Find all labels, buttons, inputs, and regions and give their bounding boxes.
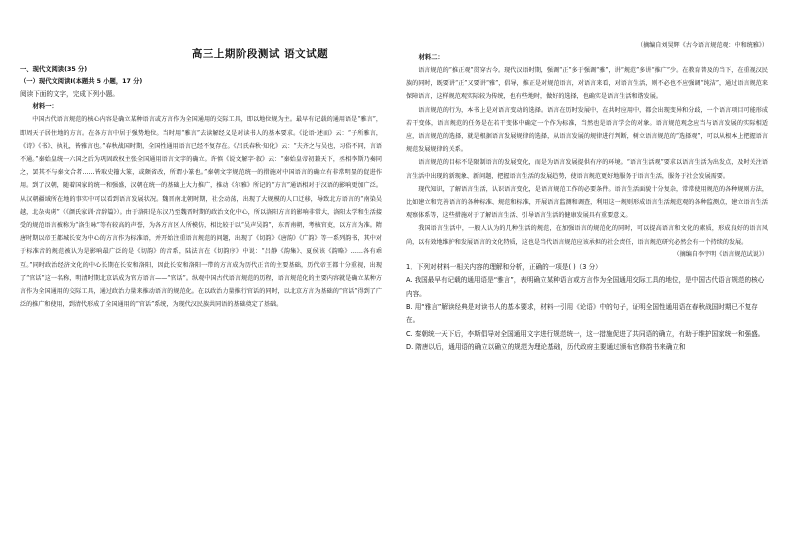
section-heading: 一、现代文阅读(35 分) — [20, 66, 88, 73]
material1-label: 材料一： — [32, 103, 58, 111]
material2-paragraph: 语言规范的目标不是限制语言的发展变化，而是为语言发展提供有序的环境。“语言生活观”要求以语言生活为出发点，及时关注语言生活中出现的新现象、新问题，把握语言生活的发展趋势，使语言规范更好地服务于语言生活，服务于社会发展需要。 — [406, 159, 768, 180]
option-d: D. 隋唐以后，通用语的确立以确立的规范为理论基础，历代政府主要通过颁布官修韵书来确立和 — [406, 343, 686, 352]
option-a: A. 我国最早有记载的通用语是“雅言”，表明确立某种语言或方言作为全国通用交际工具的地位，是中国古代语言规范的核心内容。 — [406, 276, 765, 298]
source-citation-1: （摘编自刘昊辉《古今语言规范观：中和统雅》） — [636, 42, 768, 49]
page-title: 高三上期阶段测试 语文试题 — [191, 48, 329, 60]
instruction-text: 阅读下面的文字，完成下列小题。 — [20, 90, 119, 98]
material2-paragraph: 我国语言生活中，一般人认为的几种生活的规范，在加强语言的规范化的同时，可以提高语言和文化的素质，形成良好的语言风尚，以有效地维护和发展语言的文化特质，这也是当代语言规范应该承担的社会责任，语言规范研究必然会有一个持续的发展。 — [406, 225, 768, 246]
question-stem: 1．下列对材料一相关内容的理解和分析，正确的一项是( )（3 分） — [406, 262, 602, 271]
subsection-heading: （一）现代文阅读Ⅰ(本题共 5 小题，17 分) — [20, 78, 143, 85]
material1-body: 中国古代语言规范的核心内容是确立某种语言或方言作为全国通用的交际工具，即以地位规为主。最早有记载的通用语是“雅言”，即周天子居住地的方言。在各方言中居于强势地位。当时用“雅言”去读解经义是对读书人的基本要求。《论语·述而》云：“子所雅言，《诗》《书》、执礼，皆雅言也。”春秋战国时期，全国性通用语言已经不复存在。《吕氏春秋·知化》云：“夫齐之与吴也，习俗不同，言语不通。”秦始皇统一六国之后为巩固政权主张全国通用语言文字的确立。许慎《说文解字·叙》云：“秦始皇帝初兼天下，丞相李斯乃奏同之，罢其不与秦文合者……皆取史籀大篆，或颇省改，所谓小篆也。”秦朝文字规范统一的措施对中国语言的确立有非常明显的促进作用。到了汉朝，随着国家的统一和强盛，汉朝在统一的基础上大力推广，推动《尔雅》所记的“方言”通语相对于汉语的影响更加广泛。从汉朝疆域所在地的事实中可以看到语言发展状况。魏晋南北朝时期，社会动荡，出现了大规模的人口迁移，导致北方语言的“南染吴越，北杂夷虏”（《颜氏家训·音辞篇》）。由于洛阳是东汉乃至魏晋时期的政治文化中心，所以洛阳方言的影响非常大，洛阳太学和生活接受的规范语言被称为“洛生咏”等有较高的声誉，为各方言区人所模仿，相比较于以“吴声吴韵”，东晋南朝，考核官吏，以方言为准。隋唐时期以帝王都城长安为中心的方言作为标准语，并开始注重语言规范的问题，出现了《切韵》《唐韵》《广韵》等一系列韵书，其中对于标准音的规范被认为是影响最广泛的是《切韵》的音系，陆法言在《切韵序》中说：“吕静《韵集》、夏侯该《韵略》……各有乖互。”同时政治经济文化的中心长期在长安和洛阳，因此长安和洛阳一带的方言成为历代正音的主要基础，历代帝王都十分重视，出现了“官话”这一名称，明清时期北京话成为官方语言——“官话”。纵观中国古代语言规范的历程，语言规范化的主要内容就是确立某种方言作为全国通用的交际工具，通过政治力量来推动语言的规范化。在以政治力量推行官话的同时，以北京方言为基础的“官话”得到了广泛的推广和使用，到清代形成了全国通用的“官话”系统，为现代汉民族共同语的基础奠定了基础。 — [20, 116, 382, 309]
left-column — [20, 64, 382, 311]
option-c: C. 秦朝统一天下后，李斯倡导对全国通用文字进行规范统一，这一措施促进了共同语的确立，有助于维护国家统一和强盛。 — [406, 329, 765, 338]
material2-paragraph: 语言规范的行为，本书上是对语言变动的选择。语言在历时发展中，在共时应用中，都会出现变异和分歧，一个语言项目可能形成若干变体，语言规范的任务是在若干变体中确定一个作为标准，当然也是语言学会的对象。语言规范观念应当与语言发展的实际相适应，语言规范的选择，就是根据语言发展规律的选择，从语言发展的规律进行判断，树立语言规范的“选择观”，可以从根本上把握语言规范发展规律的关系。 — [406, 106, 768, 154]
material2-label: 材料二： — [418, 54, 444, 61]
source-citation-2: （摘编自李宇明《语言规范试说》） — [673, 250, 768, 258]
option-b: B. 用“雅言”解读经典是对读书人的基本要求，材料一引用《论语》中的句子，证明全国性通用语在春秋战国时期已不复存在。 — [406, 303, 758, 325]
right-column — [406, 40, 768, 355]
material2-paragraph: 现代知识，了解语言生活，认识语言变化，是语言规范工作的必要条件。语言生活面貌十分复杂，常常使用规范的各种规则方法，比如建立和完善语言的各种标准、规范和标准，开展语言监测和调查，利用这一规则形成语言生活规范观的各种监测点，建立语言生活观察体系等，这些措施对于了解语言生活、引导语言生活的健康发展具有重要意义。 — [406, 185, 768, 220]
material2-paragraph: 语言规范的“推正观”贯穿古今。现代汉语时期，强调“正”多于强调“雅”，讲“规范”多讲“推广”少。在教育普及的当下，在重视汉民族的同时，既要讲“正”又要讲“雅”，倡导，推正是对规范语言，对语言来看，对语言生活，则不必也不应强调“纯洁”，通过语言规范来保障语言，这样规范观实际较为传统，也有些地时，做好的选择，也确实是语言生活和谐发展。 — [406, 67, 768, 101]
